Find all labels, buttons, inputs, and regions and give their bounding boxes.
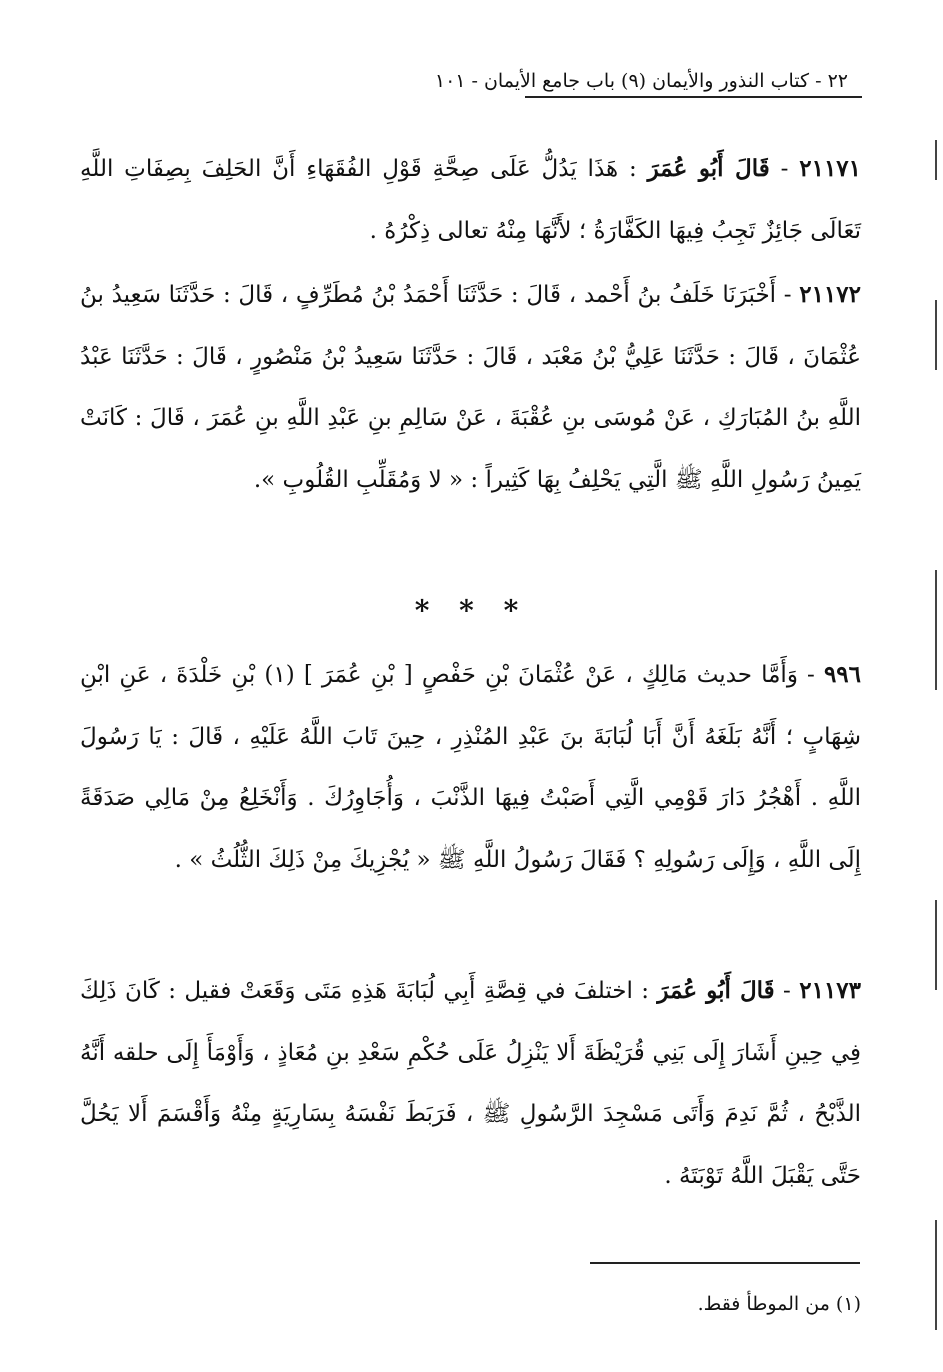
hadith-number: ٩٩٦ [823, 661, 862, 688]
dash: - [776, 282, 792, 308]
paragraph-text: وَأَمَّا حديث مَالِكٍ ، عَنْ عُثْمَانَ بْنِ حَفْصٍ [ بْنِ عُمَرَ ] (١) بْنِ خَلْدَةَ ، عَنِ ابْنِ شِهَابٍ ؛ أَنَّهُ بَلَغَهُ أَنَّ أَبَا لُبَابَةَ بنَ عَبْدِ المُنْذِرِ ، حِينَ تَابَ اللَّهُ عَلَيْهِ ، قَالَ : يَا رَسُولَ اللَّهِ . أَهْجُرُ دَارَ قَوْمِي الَّتِي أَصَبْتُ فِيهَا الذَّنْبَ ، وَأُجَاوِرُكَ . وَأَنْخَلِعُ مِنْ مَالِي صَدَقَةً إِلَى اللَّهِ ، وَإِلَى رَسُولِهِ ؟ فَقَالَ رَسُولُ اللَّهِ ﷺ « يُجْزِيكَ مِنْ ذَلِكَ الثُّلُثُ » . [80, 662, 861, 873]
paragraph-number: ٢١١٧٢ [799, 281, 861, 308]
footnote-rule [590, 1262, 860, 1264]
speaker-name: قَالَ أَبُو عُمَرَ [657, 977, 775, 1004]
dash: - [774, 978, 791, 1004]
paragraph-number: ٢١١٧١ [799, 155, 862, 182]
paragraph-text: : هَذَا يَدُلُّ عَلَى صِحَّةِ قَوْلِ الفُقَهَاءِ أَنَّ الحَلِفَ بِصِفَاتِ اللَّهِ تَعَالَى جَائِزٌ تَجِبُ فِيهَا الكَفَّارَةُ ؛ لأَنَّهَا مِنْهُ تعالى ذِكْرُهُ . [80, 156, 861, 244]
dash: - [797, 662, 815, 688]
paragraph-21173 [80, 960, 861, 1207]
paragraph-number: ٢١١٧٣ [799, 977, 861, 1004]
hadith-996 [80, 644, 861, 891]
page-edge-scan-marks [933, 140, 937, 1340]
running-header: ٢٢ - كتاب النذور والأيمان (٩) باب جامع الأيمان - ١٠١ [434, 70, 848, 92]
speaker-name: قَالَ أَبُو عُمَرَ [647, 155, 770, 182]
footnote: (١) من الموطأ فقط. [697, 1293, 861, 1315]
paragraph-text: أَخْبَرَنَا خَلَفُ بنُ أَحْمد ، قَالَ : حَدَّثَنَا أَحْمَدُ بْنُ مُطَرِّفٍ ، قَالَ : حَدَّثَنَا سَعِيدُ بنُ عُثْمَانَ ، قَالَ : حَدَّثَنَا عَلِيُّ بْنُ مَعْبَد ، قَالَ : حَدَّثَنَا سَعِيدُ بْنُ مَنْصُورٍ ، قَالَ : حَدَّثَنَا عَبْدُ اللَّهِ بنُ المُبَارَكِ ، عَنْ مُوسَى بنِ عُقْبَةَ ، عَنْ سَالِمِ بنِ عَبْدِ اللَّهِ بنِ عُمَرَ ، قَالَ : كَانَتْ يَمِينُ رَسُولِ اللَّهِ ﷺ الَّتِي يَحْلِفُ بِهَا كَثِيراً : « لا وَمُقَلِّبِ القُلُوبِ ». [80, 282, 861, 493]
section-separator: * * * [414, 594, 529, 627]
paragraph-21172 [80, 264, 861, 511]
paragraph-text: : اختلفَ في قِصَّةِ أَبِي لُبَابَةَ هَذِهِ مَتَى وَقَعَتْ فقيل : كَانَ ذَلِكَ فِي حِينِ أَشَارَ إِلَى بَنِي قُرَيْظَةَ أَلا يَنْزِلُ عَلَى حُكْمِ سَعْدِ بنِ مُعَاذٍ ، وَأَوْمَأَ إِلَى حلقه أَنَّهُ الذَّبْحُ ، ثُمَّ نَدِمَ وَأَتَى مَسْجِدَ الرَّسُولِ ﷺ ، فَرَبَطَ نَفْسَهُ بِسَارِيَةٍ مِنْهُ وَأَقْسَمَ أَلا يَحُلَّ حَتَّى يَقْبَلَ اللَّهُ تَوْبَتَهُ . [80, 978, 861, 1189]
dash: - [769, 156, 789, 182]
paragraph-21171 [80, 138, 861, 262]
header-rule [525, 96, 862, 98]
